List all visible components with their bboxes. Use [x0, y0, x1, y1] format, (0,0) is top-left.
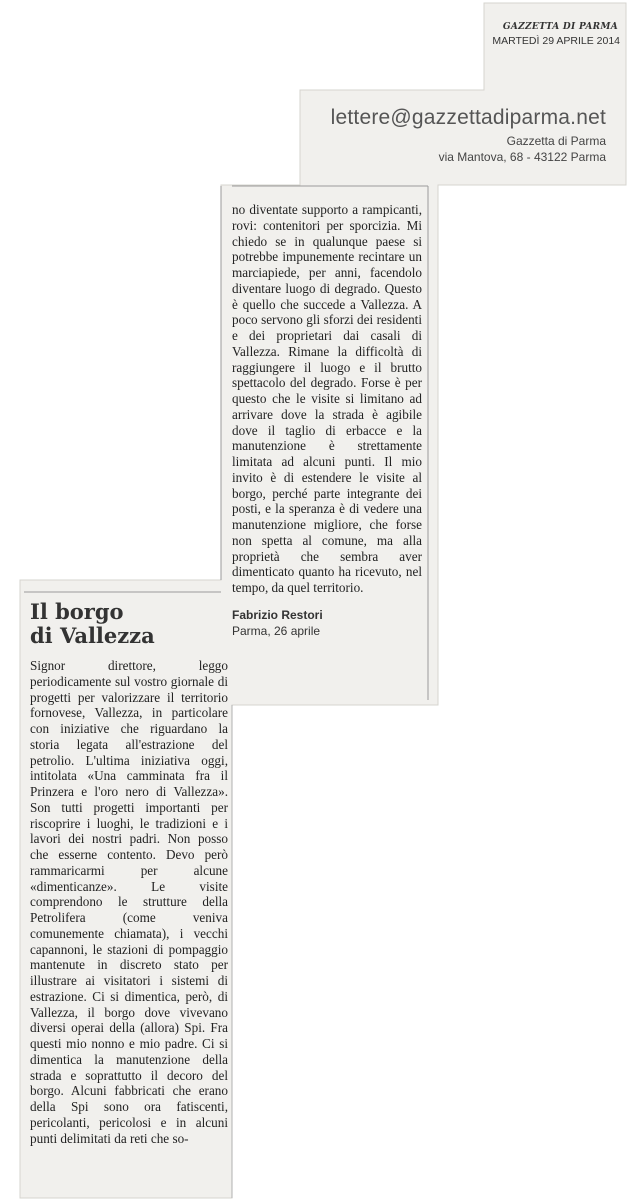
article-title-line1: Il borgo [30, 599, 124, 624]
article-right-text: no diventate supporto a rampicanti, rovi: contenitori per sporcizia. Mi chiedo se in qualunque paese si potrebbe impunemente recintare un marciapiede, per anni, facendolo diventare luogo di degrado. Questo è quello che succede a Vallezza. A poco servono gli sforzi dei residenti e dei proprietari dai casali di Vallezza. Rimane la difficoltà di raggiungere il luogo e il brutto spettacolo del degrado. Forse è per questo che le visite si limitano ad arrivare dove la strada è agibile dove il taglio di erbacce e la manutenzione è strettamente limitata ad alcuni punti. Il mio invito è di estendere le visite al borgo, perché parte integrante dei posti, e la speranza è di vedere una manutenzione migliore, che forse non spetta al comune, ma alla proprietà che sembra aver dimenticato quanto ha ricevuto, nel tempo, da quel territorio. [232, 202, 422, 595]
signature-place: Parma, 26 aprile [232, 623, 321, 638]
article-left-column [30, 658, 228, 1146]
article-right-column [232, 202, 422, 638]
contact-email: lettere@gazzettadiparma.net [330, 106, 606, 129]
article-title-line2: di Vallezza [30, 623, 155, 648]
contact-address: via Mantova, 68 - 43122 Parma [438, 150, 606, 164]
article-title [30, 600, 155, 648]
masthead-date: MARTEDÌ 29 APRILE 2014 [492, 35, 620, 47]
masthead-name: GAZZETTA DI PARMA [502, 22, 618, 32]
contact-name: Gazzetta di Parma [506, 134, 606, 148]
signature-name: Fabrizio Restori [232, 607, 323, 622]
article-left-text: Signor direttore, leggo periodicamente sul vostro giornale di progetti per valorizzare il territorio fornovese, Vallezza, in particolare con iniziative che riguardano la storia legata all'estrazione del petrolio. L'ultima iniziativa oggi, intitolata «Una camminata fra il Prinzera e l'oro nero di Vallezza». Son tutti progetti importanti per riscoprire i luoghi, le tradizioni e i lavori dei nostri padri. Non posso che esserne contento. Devo però rammaricarmi per alcune «dimenticanze». Le visite comprendono le strutture della Petrolifera (come veniva comunemente chiamata), i vecchi capannoni, le stazioni di pompaggio mantenute in discreto stato per illustrare ai visitatori i sistemi di estrazione. Ci si dimentica, però, di Vallezza, il borgo dove vivevano diversi operai della (allora) Spi. Fra questi mio nonno e mio padre. Ci si dimentica la manutenzione della strada e soprattutto il decoro del borgo. Alcuni fabbricati che erano della Spi sono ora fatiscenti, pericolanti, pericolosi e in alcuni punti delimitati da reti che so- [30, 658, 228, 1146]
